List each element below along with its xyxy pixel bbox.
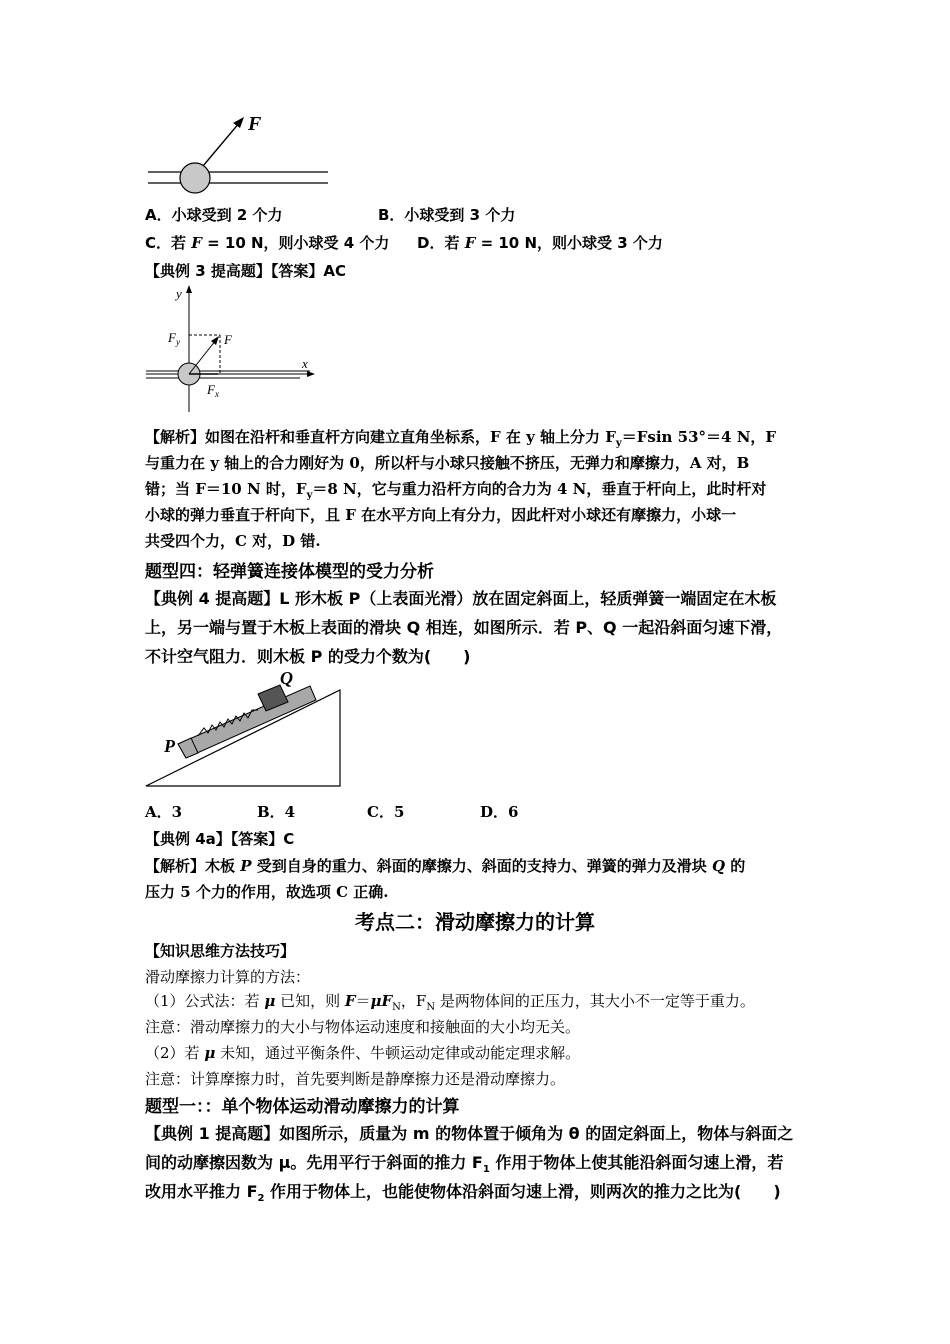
figure-incline-spring [140, 666, 350, 792]
force-label: F [248, 113, 262, 135]
method-header: 【知识思维方法技巧】 [145, 942, 296, 960]
ex4-option-a: A．3 [145, 803, 183, 821]
label-p: P [164, 736, 175, 756]
example4-line3: 不计空气阻力．则木板 P 的受力个数为( ) [145, 647, 471, 666]
example3-answer: 【典例 3 提高题】【答案】AC [145, 262, 346, 280]
force-f-label: F [224, 332, 232, 347]
x-axis-label: x [302, 356, 308, 371]
y-axis-arrowhead [186, 285, 192, 293]
label-q: Q [280, 668, 293, 688]
analysis4-line1: 【解析】木板 P 受到自身的重力、斜面的摩擦力、斜面的支持力、弹簧的弹力及滑块 Q 的 [145, 857, 746, 875]
example4a-answer: 【典例 4a】【答案】C [145, 830, 295, 848]
y-axis-label: y [176, 286, 182, 301]
method-item1: （1）公式法：若 μ 已知，则 $F=\mu F_N$，$F_N$ 是两物体间的正压力，其大小不一定等于重力。 [145, 992, 755, 1013]
analysis3-line3: 错；当 F＝10 N 时，$F_y=8$ N，它与重力沿杆方向的合力为 4 N，垂直于杆向上，此时杆对 [145, 480, 767, 501]
force-arrow [203, 122, 240, 166]
method-note2: 注意：计算摩擦力时，首先要判断是静摩擦力还是滑动摩擦力。 [145, 1070, 566, 1088]
ball [180, 163, 210, 193]
fx-label: $F_x$ [207, 382, 219, 399]
fy-label: $F_y$ [168, 330, 180, 347]
ex4-option-c: C．5 [367, 803, 405, 821]
example1-line2: 间的动摩擦因数为 μ。先用平行于斜面的推力 $F_1$ 作用于物体上使其能沿斜面匀速上滑，若 [145, 1153, 784, 1176]
method-note1: 注意：滑动摩擦力的大小与物体运动速度和接触面的大小均无关。 [145, 1018, 581, 1036]
example1-line1: 【典例 1 提高题】如图所示，质量为 m 的物体置于倾角为 θ 的固定斜面上，物体与斜面之 [145, 1124, 794, 1143]
type4-title: 题型四：轻弹簧连接体模型的受力分析 [145, 562, 434, 582]
analysis4-line2: 压力 5 个力的作用，故选项 C 正确. [145, 883, 389, 901]
figure-force-decomposition [140, 282, 330, 418]
option-c: C．若 F = 10 N，则小球受 4 个力 [145, 234, 390, 252]
option-a: A．小球受到 2 个力 [145, 206, 283, 224]
analysis3-line1: 【解析】如图在沿杆和垂直杆方向建立直角坐标系，F 在 y 轴上分力 $F_y=Fsin$ 53°＝4 N，F [145, 428, 777, 449]
option-b: B．小球受到 3 个力 [378, 206, 516, 224]
analysis3-line5: 共受四个力，C 对，D 错. [145, 532, 321, 550]
force-f-arrowhead [211, 336, 219, 345]
example4-line1: 【典例 4 提高题】L 形木板 P（上表面光滑）放在固定斜面上，轻质弹簧一端固定在木板 [145, 589, 777, 608]
ex4-option-b: B．4 [257, 803, 296, 821]
force-f-arrow [189, 340, 216, 374]
x-axis-arrowhead [307, 371, 315, 377]
analysis3-line4: 小球的弹力垂直于杆向下，且 F 在水平方向上有分力，因此杆对小球还有摩擦力，小球一 [145, 506, 737, 524]
ex4-option-d: D．6 [480, 803, 519, 821]
force-arrowhead [233, 117, 244, 128]
example1-line3: 改用水平推力 $F_2$ 作用于物体上，也能使物体沿斜面匀速上滑，则两次的推力之比为( ) [145, 1182, 781, 1205]
analysis3-line2: 与重力在 y 轴上的合力刚好为 0，所以杆与小球只接触不挤压，无弹力和摩擦力，A 对，B [145, 454, 750, 472]
example4-line2: 上，另一端与置于木板上表面的滑块 Q 相连，如图所示．若 P、Q 一起沿斜面匀速下滑， [145, 618, 783, 637]
section2-title: 考点二：滑动摩擦力的计算 [355, 910, 595, 934]
incline [146, 690, 340, 786]
method-intro: 滑动摩擦力计算的方法： [145, 968, 311, 986]
method-item2: （2）若 μ 未知，通过平衡条件、牛顿运动定律或动能定理求解。 [145, 1044, 581, 1062]
figure-ball-on-rod [140, 108, 340, 198]
type1-title: 题型一：：单个物体运动滑动摩擦力的计算 [145, 1097, 460, 1117]
option-d: D．若 F = 10 N，则小球受 3 个力 [417, 234, 663, 252]
